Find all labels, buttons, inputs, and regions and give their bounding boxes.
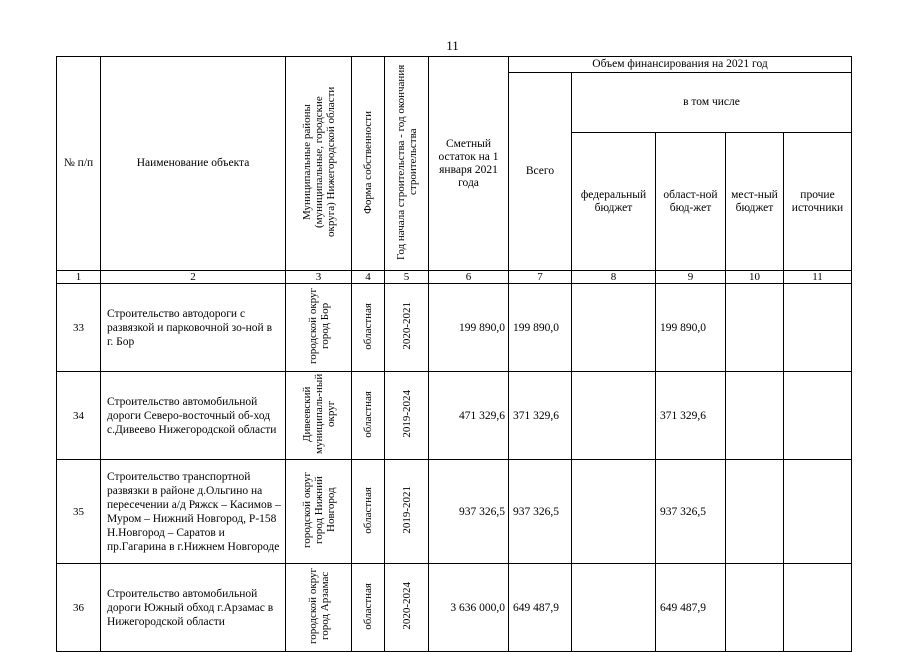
header-financing bbox=[509, 57, 852, 73]
header-estimate bbox=[429, 57, 509, 271]
header-local-label: мест-ный бюджет bbox=[731, 188, 778, 214]
row-ownership-text: областная bbox=[362, 390, 374, 438]
row-estimate: 471 329,6 bbox=[429, 372, 509, 460]
row-name: Строительство автомобильной дороги Северо-восточный об-ход с.Дивеево Нижегородской области bbox=[101, 372, 286, 460]
row-ownership-text: областная bbox=[362, 302, 374, 350]
row-local bbox=[726, 372, 784, 460]
table-row bbox=[57, 564, 852, 652]
row-regional: 649 487,9 bbox=[656, 564, 726, 652]
row-years bbox=[385, 460, 429, 564]
header-years bbox=[385, 57, 429, 271]
row-years-text: 2020-2021 bbox=[400, 302, 413, 350]
index-cell: 4 bbox=[352, 271, 385, 284]
financing-table bbox=[56, 56, 852, 652]
header-local bbox=[726, 133, 784, 271]
index-cell: 1 bbox=[57, 271, 101, 284]
index-cell: 3 bbox=[286, 271, 352, 284]
row-regional: 937 326,5 bbox=[656, 460, 726, 564]
index-cell: 9 bbox=[656, 271, 726, 284]
table-row bbox=[57, 372, 852, 460]
header-other bbox=[784, 133, 852, 271]
row-district-text: Дивеевский муниципаль-ный округ bbox=[300, 373, 337, 455]
row-total: 937 326,5 bbox=[509, 460, 572, 564]
row-name: Строительство автомобильной дороги Южный обход г.Арзамас в Нижегородской области bbox=[101, 564, 286, 652]
row-other bbox=[784, 460, 852, 564]
index-cell: 11 bbox=[784, 271, 852, 284]
row-ownership bbox=[352, 284, 385, 372]
header-total-label: Всего bbox=[525, 165, 555, 177]
row-num: 36 bbox=[57, 564, 101, 652]
row-estimate: 199 890,0 bbox=[429, 284, 509, 372]
index-cell: 10 bbox=[726, 271, 784, 284]
header-federal bbox=[572, 133, 656, 271]
header-other-label: прочие источники bbox=[791, 188, 844, 214]
row-district bbox=[286, 284, 352, 372]
row-years bbox=[385, 284, 429, 372]
table-row bbox=[57, 284, 852, 372]
row-federal bbox=[572, 564, 656, 652]
header-including bbox=[572, 73, 852, 133]
header-district-label: Муниципальные районы (муниципальные, городские округа) Нижегородской области bbox=[300, 86, 337, 238]
row-estimate: 3 636 000,0 bbox=[429, 564, 509, 652]
row-district-text: городской округ город Бор bbox=[306, 287, 331, 365]
row-num: 34 bbox=[57, 372, 101, 460]
row-total: 199 890,0 bbox=[509, 284, 572, 372]
row-years bbox=[385, 564, 429, 652]
row-name: Строительство автодороги с развязкой и парковочной зо-ной в г. Бор bbox=[101, 284, 286, 372]
row-ownership-text: областная bbox=[362, 486, 374, 534]
row-other bbox=[784, 284, 852, 372]
header-estimate-label: Сметный остаток на 1 января 2021 года bbox=[438, 137, 499, 189]
row-regional: 199 890,0 bbox=[656, 284, 726, 372]
row-years-text: 2019-2024 bbox=[400, 390, 413, 438]
header-regional-label: област-ной бюд-жет bbox=[663, 188, 718, 214]
row-years-text: 2019-2021 bbox=[400, 486, 413, 534]
header-financing-label: Объем финансирования на 2021 год bbox=[592, 58, 768, 70]
page-number: 11 bbox=[446, 38, 459, 53]
column-index-row bbox=[57, 271, 852, 284]
row-district bbox=[286, 564, 352, 652]
header-num-label: № п/п bbox=[63, 157, 94, 169]
index-cell: 5 bbox=[385, 271, 429, 284]
header-regional bbox=[656, 133, 726, 271]
header-district bbox=[286, 57, 352, 271]
row-total: 649 487,9 bbox=[509, 564, 572, 652]
row-district-text: городской округ город Арзамас bbox=[306, 567, 331, 645]
index-cell: 7 bbox=[509, 271, 572, 284]
row-local bbox=[726, 460, 784, 564]
header-ownership-label: Форма собственности bbox=[362, 110, 374, 214]
row-num: 35 bbox=[57, 460, 101, 564]
row-district bbox=[286, 460, 352, 564]
row-district-text: городской округ город Нижний Новгород bbox=[300, 471, 337, 549]
row-federal bbox=[572, 372, 656, 460]
row-num: 33 bbox=[57, 284, 101, 372]
row-local bbox=[726, 284, 784, 372]
row-total: 371 329,6 bbox=[509, 372, 572, 460]
header-federal-label: федеральный бюджет bbox=[580, 188, 647, 214]
row-ownership bbox=[352, 564, 385, 652]
row-other bbox=[784, 372, 852, 460]
header-name bbox=[101, 57, 286, 271]
index-cell: 2 bbox=[101, 271, 286, 284]
row-regional: 371 329,6 bbox=[656, 372, 726, 460]
row-federal bbox=[572, 284, 656, 372]
header-ownership bbox=[352, 57, 385, 271]
header-name-label: Наименование объекта bbox=[136, 157, 250, 169]
row-federal bbox=[572, 460, 656, 564]
header-including-label: в том числе bbox=[683, 96, 740, 108]
row-ownership bbox=[352, 460, 385, 564]
row-district bbox=[286, 372, 352, 460]
header-num bbox=[57, 57, 101, 271]
header-total bbox=[509, 73, 572, 271]
row-years bbox=[385, 372, 429, 460]
index-cell: 6 bbox=[429, 271, 509, 284]
row-years-text: 2020-2024 bbox=[400, 582, 413, 630]
header-years-label: Год начала строительства - год окончания строительства bbox=[394, 64, 419, 260]
row-local bbox=[726, 564, 784, 652]
index-cell: 8 bbox=[572, 271, 656, 284]
row-ownership bbox=[352, 372, 385, 460]
row-other bbox=[784, 564, 852, 652]
row-name: Строительство транспортной развязки в районе д.Ольгино на пересечении а/д Ряжск – Касимов – Муром – Нижний Новгород, Р-158 Н.Новгород – Саратов и пр.Гагарина в г.Нижнем Новгороде bbox=[101, 460, 286, 564]
row-estimate: 937 326,5 bbox=[429, 460, 509, 564]
row-ownership-text: областная bbox=[362, 582, 374, 630]
table-row bbox=[57, 460, 852, 564]
